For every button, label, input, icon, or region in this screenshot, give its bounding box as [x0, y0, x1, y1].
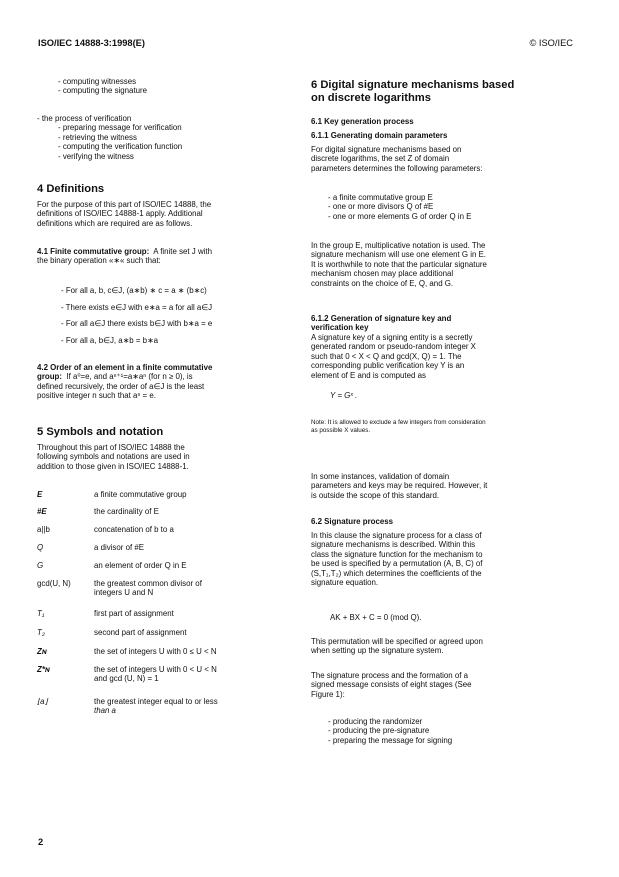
verification-key-equation: Y = Gˣ . — [330, 391, 358, 400]
symbol: ⌊a⌋ — [37, 697, 48, 706]
section-6-2-paragraph: In this clause the signature process for a class of signature mechanisms is described. Within this class the signature function for the mechanism to be used is specified by a permutation (A, B, C) of (S,T₁,T₂) which determines the coefficients of the signature equation. — [311, 531, 483, 588]
symbol-row: gcd(U, N) the greatest common divisor of — [37, 579, 202, 588]
symbol: gcd(U, N) — [37, 579, 71, 588]
symbol-row: #E the cardinality of E — [37, 507, 159, 516]
symbol-row: T₁ first part of assignment — [37, 609, 174, 618]
symbol-row: Q a divisor of #E — [37, 543, 144, 552]
list-item: - one or more divisors Q of #E — [328, 202, 434, 212]
symbol-row: Zɴ the set of integers U with 0 ≤ U < N — [37, 647, 217, 656]
list-item: - computing the verification function — [58, 142, 183, 152]
list-item: - For all a, b, c∈J, (a∗b) ∗ c = a ∗ (b∗c) — [61, 286, 207, 295]
list-item: - a finite commutative group E — [328, 193, 433, 202]
section-6-1-2-title: 6.1.2 Generation of signature key and verification key — [311, 314, 452, 333]
section-6-2-title: 6.2 Signature process — [311, 517, 394, 526]
domain-parameter-list — [311, 193, 551, 221]
symbol: Zɴ — [37, 647, 47, 656]
symbols-table — [37, 490, 277, 499]
stages-list — [311, 717, 551, 745]
symbol: a||b — [37, 525, 50, 534]
section-6-1-1-paragraph: For digital signature mechanisms based on discrete logarithms, the set Z of domain parameters determines the following parameters: — [311, 145, 483, 173]
list-item: - retrieving the witness — [58, 132, 137, 142]
list-item: - preparing the message for signing — [328, 735, 453, 745]
symbol: T₁ — [37, 609, 45, 618]
section-4-paragraph: For the purpose of this part of ISO/IEC 14888, the definitions of ISO/IEC 14888-1 apply. Additional definitions which are required are as follows. — [37, 200, 212, 228]
list-item: - verifying the witness — [58, 151, 134, 161]
list-item: - For all a∈J there exists b∈J with b∗a = e — [61, 319, 213, 328]
section-6-title: 6 Digital signature mechanisms based on discrete logarithms — [311, 79, 515, 104]
copyright: © ISO/IEC — [529, 38, 573, 48]
stages-paragraph: The signature process and the formation of a signed message consists of eight stages (See Figure 1): — [311, 671, 472, 699]
symbol-row: E a finite commutative group — [37, 490, 187, 499]
symbol-row: T₂ second part of assignment — [37, 628, 187, 637]
section-4-title: 4 Definitions — [37, 183, 105, 195]
symbol: #E — [37, 507, 47, 516]
section-6-1-title: 6.1 Key generation process — [311, 117, 414, 126]
list-item: - There exists e∈J with e∗a = a for all a∈J — [61, 302, 213, 312]
symbol-row: ⌊a⌋ the greatest integer equal to or less — [37, 697, 218, 706]
validation-paragraph: In some instances, validation of domain parameters and keys may be required. However, it is outside the scope of this standard. — [311, 472, 488, 500]
verification-intro: - the process of verification — [37, 114, 132, 123]
process-list-top — [37, 77, 277, 96]
group-notation-paragraph: In the group E, multiplicative notation is used. The signature mechanism will use one element G in E. It is worthwhile to note that the particular signature mechanism chosen may place additional constraints on the choice of E, Q, and G. — [311, 241, 487, 288]
list-item: - preparing message for verification — [58, 123, 182, 133]
note: Note: It is allowed to exclude a few integers from consideration as possible X values. — [311, 419, 486, 434]
symbol-row: G an element of order Q in E — [37, 561, 187, 570]
verification-process — [37, 114, 277, 161]
symbol-row: Z*ɴ the set of integers U with 0 < U < N — [37, 665, 217, 674]
list-item: - computing witnesses — [58, 77, 137, 86]
signature-equation: AK + BX + C = 0 (mod Q). — [330, 613, 422, 622]
list-item: - one or more elements G of order Q in E — [328, 211, 472, 221]
list-item: - For all a, b∈J, a∗b = b∗a — [61, 335, 159, 345]
definition-4-2-title: 4.2 Order of an element in a finite commutative — [37, 363, 213, 372]
definition-4-1-title: 4.1 Finite commutative group: — [37, 247, 150, 256]
document-id: ISO/IEC 14888-3:1998(E) — [38, 38, 145, 48]
page-number: 2 — [38, 837, 44, 847]
symbol-row: a||b concatenation of b to a — [37, 525, 174, 534]
section-5-paragraph: Throughout this part of ISO/IEC 14888 the following symbols and notations are used in addition to those given in ISO/IEC 14888-1. — [37, 443, 190, 471]
symbol: T₂ — [37, 628, 45, 637]
definition-4-1: 4.1 Finite commutative group: A finite set J with the binary operation «∗« such that: — [37, 247, 212, 266]
symbol: E — [37, 490, 43, 499]
group-axioms — [37, 286, 277, 352]
symbol: G — [37, 561, 44, 570]
list-item: - producing the pre-signature — [328, 726, 430, 736]
symbol: Q — [37, 543, 44, 552]
permutation-paragraph: This permutation will be specified or agreed upon when setting up the signature system. — [311, 637, 483, 656]
list-item: - producing the randomizer — [328, 717, 423, 726]
symbol: Z*ɴ — [37, 665, 51, 674]
section-6-1-2-paragraph: A signature key of a signing entity is a secretly generated random or pseudo-random integer X such that 0 < X < Q and gcd(X, Q) = 1. The corresponding public verification key Y is an element of E and is computed as — [311, 333, 476, 380]
section-5-title: 5 Symbols and notation — [37, 426, 164, 438]
section-6-1-1-title: 6.1.1 Generating domain parameters — [311, 131, 448, 140]
definition-4-2: 4.2 Order of an element in a finite commutative group: If a⁰=e, and aⁿ⁺¹=a∗aⁿ (for n ≥ 0), is defined recursively, the order of a∈J is the least positive integer n such that aⁿ = e. — [37, 363, 213, 401]
list-item: - computing the signature — [58, 86, 148, 96]
